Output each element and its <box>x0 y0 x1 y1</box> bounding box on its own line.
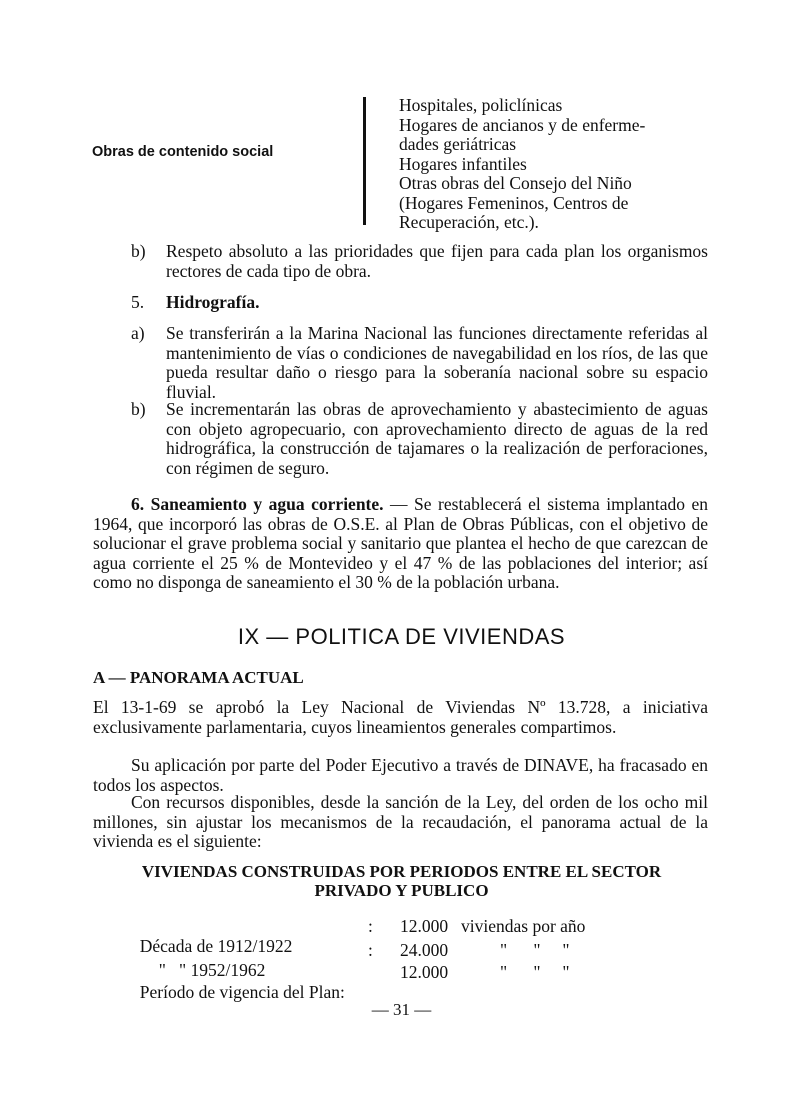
list-item-text: Se transferirán a la Marina Nacional las funciones directamente referidas al mantenimiento de vías o condiciones de navegabilidad en los ríos, de las que pueda resultar daño o riesgo para la soberanía nacional sobre su espacio fluvial. <box>166 323 708 402</box>
section-6-paragraph <box>93 495 708 593</box>
section-text: — Se restablecerá el sistema implantado en 1964, que incorporó las obras de O.S.E. al Plan de Obras Públicas, con el objetivo de solucionar el grave problema social y sanitario que plantea el hecho de que carezcan de agua corriente el 25 % de Montevideo y el 47 % de las poblaciones del interior; así como no disponga de saneamiento el 30 % de la población urbana. <box>93 494 708 592</box>
list-item-text: Respeto absoluto a las prioridades que fijen para cada plan los organismos rectores de cada tipo de obra. <box>166 241 708 281</box>
obras-item: (Hogares Femeninos, Centros de <box>399 192 629 213</box>
list-item-text: Se incrementarán las obras de aprovechamiento y abastecimiento de aguas con objeto agropecuario, con aprovechamiento directo de aguas de la red hidrográfica, la construcción de tajamares o la realización de perforaciones, con régimen de seguro. <box>166 399 708 478</box>
obras-item: dades geriátricas <box>399 134 517 154</box>
list-marker: a) <box>131 323 145 343</box>
table-title-line: VIVIENDAS CONSTRUIDAS POR PERIODOS ENTRE EL SECTOR <box>141 862 662 881</box>
table-cell-unit: viviendas por año <box>461 916 586 936</box>
table-cell-value: 12.000 <box>400 916 449 936</box>
list-marker: b) <box>131 399 146 419</box>
obras-label: Obras de contenido social <box>92 144 274 160</box>
obras-item: Recuperación, etc.). <box>399 212 539 232</box>
list-marker: b) <box>131 241 146 261</box>
brace-bracket <box>363 97 366 225</box>
table-cell-value: 24.000 <box>400 940 449 960</box>
table-cell-value: 12.000 <box>400 962 449 982</box>
table-sep: : <box>368 916 373 936</box>
table-cell-unit: " " " <box>500 940 570 960</box>
paragraph: El 13-1-69 se aprobó la Ley Nacional de Viviendas Nº 13.728, a iniciativa exclusivamente parlamentaria, cuyos lineamientos generales compartimos. <box>93 697 708 737</box>
section-title: Saneamiento y agua corriente. <box>150 494 384 514</box>
obras-list <box>399 96 719 233</box>
paragraph: Su aplicación por parte del Poder Ejecutivo a través de DINAVE, ha fracasado en todos los aspectos. <box>93 755 708 795</box>
table-row <box>131 962 345 1002</box>
chapter-title: IX — POLITICA DE VIVIENDAS <box>237 624 566 649</box>
section-heading: A — PANORAMA ACTUAL <box>93 668 304 687</box>
paragraph: Con recursos disponibles, desde la sanción de la Ley, del orden de los ocho mil millones, sin ajustar los mecanismos de la recaudación, el panorama actual de la vivienda es el siguiente: <box>93 792 708 851</box>
section-number: 6. <box>131 494 145 514</box>
obras-item: Hospitales, policlínicas <box>399 95 563 115</box>
table-sep: : <box>368 940 373 960</box>
table-title <box>0 862 803 900</box>
obras-item: Hogares de ancianos y de enferme- <box>399 114 646 135</box>
table-title-line: PRIVADO Y PUBLICO <box>314 881 489 900</box>
section-number: 5. <box>131 292 145 312</box>
table-cell-label: " " 1952/1962 <box>158 960 266 980</box>
table-cell-unit: " " " <box>500 962 570 982</box>
obras-item: Otras obras del Consejo del Niño <box>399 173 632 193</box>
page-number: — 31 — <box>371 1000 432 1019</box>
obras-item: Hogares infantiles <box>399 153 527 174</box>
section-title: Hidrografía. <box>166 292 260 312</box>
table-cell-label: Período de vigencia del Plan: <box>139 982 345 1002</box>
table-cell-label: Década de 1912/1922 <box>139 936 293 956</box>
